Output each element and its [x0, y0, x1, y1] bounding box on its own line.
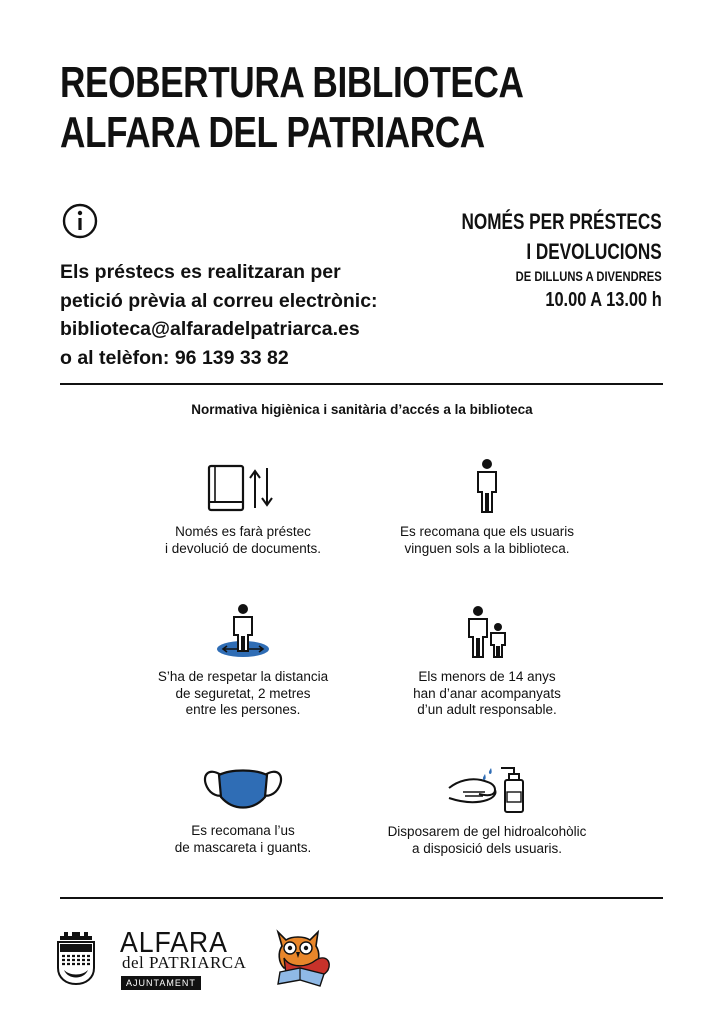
rule-text-3: S’ha de respetar la distancia de seguretat, 2 metres entre les persones.: [157, 669, 329, 717]
divider-top: [60, 383, 663, 385]
municipal-shield-logo: [56, 930, 96, 986]
face-mask-icon: [201, 765, 285, 813]
rule-text-2: Es recomana que els usuaris vinguen sols a la biblioteca.: [399, 524, 575, 556]
divider-bottom: [60, 897, 663, 899]
rule-item-2: [337, 458, 637, 557]
intro-text: [60, 258, 378, 372]
opening-hours: [405, 207, 662, 313]
intro-email: biblioteca@alfaradelpatriarca.es: [60, 318, 360, 340]
hand-sanitizer-icon: [445, 762, 529, 814]
hours-time: 10.00 A 13.00 h: [545, 289, 662, 311]
adult-child-icon: [465, 605, 509, 659]
intro-line-1: Els préstecs es realitzaran per: [60, 261, 341, 283]
town-hall-badge: AJUNTAMENT: [121, 976, 201, 990]
rule-text-6: Disposarem de gel hidroalcohòlic a disposició dels usuaris.: [387, 824, 587, 856]
intro-line-2: petició prèvia al correu electrònic:: [60, 289, 378, 312]
rule-item-4: [337, 605, 637, 719]
book-exchange-icon: [203, 462, 283, 514]
owl-reading-logo: [270, 928, 338, 988]
town-brand-name: ALFARA: [120, 927, 228, 959]
single-person-icon: [472, 458, 502, 514]
hours-days: DE DILLUNS A DIVENDRES: [515, 268, 662, 284]
rule-text-4: Els menors de 14 anys han d’anar acompanyats d’un adult responsable.: [413, 669, 561, 717]
rule-text-5: Es recomana l’us de mascareta i guants.: [174, 823, 312, 855]
title-line-1: REOBERTURA BIBLIOTECA: [60, 58, 524, 107]
rule-text-1: Només es farà préstec i devolució de documents.: [164, 524, 322, 556]
page-title: [60, 58, 524, 158]
intro-phone: o al telèfon: 96 139 33 82: [60, 346, 289, 369]
hours-line-2: I DEVOLUCIONS: [526, 239, 662, 264]
title-line-2: ALFARA DEL PATRIARCA: [60, 108, 485, 157]
town-brand-sub: del PATRIARCA: [122, 953, 247, 972]
social-distance-icon: [213, 603, 273, 659]
info-icon: [62, 203, 98, 239]
hours-line-1: NOMÉS PER PRÉSTECS: [461, 209, 662, 234]
rule-item-6: [337, 762, 637, 857]
rules-subtitle: Normativa higiènica i sanitària d’accés a la biblioteca: [191, 402, 533, 417]
